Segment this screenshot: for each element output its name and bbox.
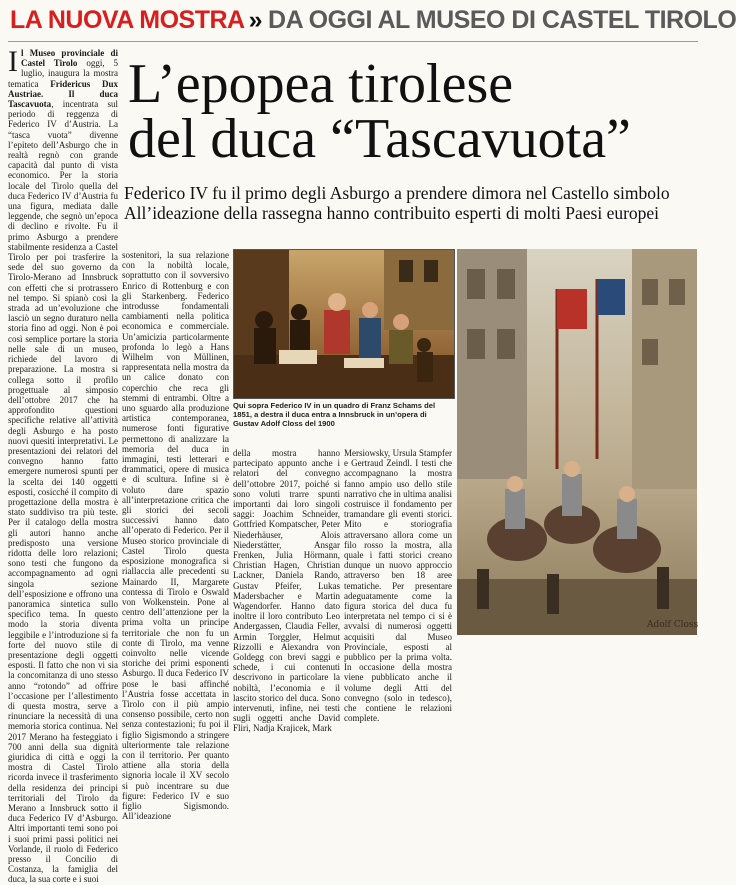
subsection-label: DA OGGI AL MUSEO DI CASTEL TIROLO (268, 5, 736, 34)
subheadline (124, 183, 700, 223)
lead-bold: l Museo provinciale di Castel Tirolo (21, 48, 118, 69)
column-1-text: , incentrata sul periodo di reggenza di Federico IV d’Austria. La “tasca vuota” divenne l’epiteto dell’Asburgo che in realtà regnò con grande capacità dal punto di vista economico. Per la storia locale del Tirolo quella del duca Federico IV d’Austria fu una figura, mediata dalle leggende, che segnò un’epoca di declino e rivolte. Fu il primo Asburgo a prendere stabilmente residenza a Castel Tirolo per poi trasferire la sede del suo governo da Tirolo-Merano ad Innsbruck con effetti che si protrassero nel tempo. Si spianò così la strada ad un’evoluzione che lasciò un segno duraturo nella storia fino ad oggi. Non è poi così semplice portare la storia nelle sale di un museo, richiede del lavoro di preparazione. La mostra si collega sotto il profilo progettuale al simposio dell’ottobre 2017 che ha approfondito questioni specifiche relative all’attività degli Asburgo e ha posto nuovi quesiti interpretativi. Le presentazioni dei relatori del convegno hanno fatto emergere numerosi spunti per la scelta dei 140 oggetti esposti, cosicché il compito di progettazione della mostra è stato suddiviso tra più teste. Per il catalogo della mostra gli autori hanno anche predisposto una versione ridotta delle loro relazioni; sono testi che fungono da accompagnamento ad ogni singola sezione dell’esposizione e offrono una panoramica sintetica sullo specifico tema. In questo modo la storia diventa leggibile e l’introduzione si fa forte del nuovo stile di presentazione degli oggetti esposti. Il fatto che non vi sia la concomitanza di uno stesso anno “rotondo” ad offrire l’occasione per l’allestimento di questa mostra, serve a rinunciare la necessità di una memoria storica continua. Nel 2017 Merano ha festeggiato i 700 anni della sua dignità giuridica di città e oggi la mostra di Castel Tirolo ricorda invece il trasferimento della residenza dei principi territoriali del Tirolo da Merano a Innsbruck sotto il duca Federico IV d’Asburgo. Altri importanti temi sono poi i suoi primi passi politici nei Vorlande, il ruolo di Federico presso il Concilio di Costanza, la famiglia del duca, la sua corte e i suoi (8, 99, 118, 885)
image-caption: Qui sopra Federico IV in un quadro di Franz Schams del 1851, a destra il duca entra a Innsbruck in un’opera di Gustav Adolf Closs del 1900 (233, 401, 436, 429)
chevron-right-icon: » (248, 5, 263, 34)
painting-schams (233, 249, 455, 399)
subheadline-line-1: Federico IV fu il primo degli Asburgo a prendere dimora nel Castello simbolo (124, 183, 670, 203)
section-label: LA NUOVA MOSTRA (10, 5, 245, 34)
article-column-1 (8, 45, 119, 885)
painting-closs (457, 249, 697, 635)
subheadline-line-2: All’ideazione della rassegna hanno contribuito esperti di molti Paesi europei (124, 203, 660, 223)
article-column-4: Mersiowsky, Ursula Stampfer e Gertraud Zeindl. I testi che accompagnano la mostra fanno ampio uso dello stile narrativo che in ultima analisi costruisce il fondamento per tramandare gli eventi storici. Mito e storiografia attraversano allora come un filo rosso la mostra, alla quale i fatti storici creano dunque un nuovo approccio attraverso ben 18 aree tematiche. Per presentare adeguatamente come la figura storica del duca fu interpretata nel tempo ci si è avvalsi di numerosi oggetti acquisiti dal Museo Provinciale, esposti al pubblico per la prima volta. In occasione della mostra viene pubblicato anche il volume degli Atti del convegno (solo in tedesco), che contiene le relazioni complete. (344, 448, 452, 724)
section-kicker (10, 2, 736, 38)
lead-bold-2: Fridericus Dux Austriae. Il duca Tascavuota (8, 78, 119, 110)
painting-signature: Adolf Closs (647, 620, 699, 630)
headline-line-2: del duca “Tascavuota” (128, 108, 631, 170)
article-column-3: della mostra hanno partecipato appunto anche i relatori del convegno dell’ottobre 2017, poiché si sono voluti trarre spunti importanti dai loro singoli saggi: Joachim Schneider, Gottfried Kompatscher, Peter Niederhäuser, Alois Niederstätter, Ansgar Frenken, Julia Hörmann, Christian Hagen, Christian Lackner, Daniela Rando, Gustav Pfeifer, Lukas Madersbacher e Martin Wagendorfer. Hanno dato inoltre il loro contributo Leo Andergassen, Claudia Feller, Armin Torggler, Helmut Rizzolli e Alexandra von Goldegg con brevi saggi e schede, i cui contenuti descrivono in particolare la nobiltà, l’economia e il lascito storico del duca. Sono intervenuti, infine, nei testi sugli oggetti anche David Fliri, Nadja Krajicek, Mark (233, 448, 340, 734)
header-divider (8, 41, 698, 42)
headline-line-1: L’epopea tirolese (128, 53, 514, 115)
lead-text: oggi, 5 luglio, inaugura la mostra tematica (8, 58, 118, 89)
drop-cap: I (8, 45, 18, 78)
article-column-2: sostenitori, la sua relazione con la nobiltà locale, soprattutto con il sovversivo Enrico di Rottenburg e con gli Starkenberg. Federico introdusse fondamentali cambiamenti nella politica economica e commerciale. Un’amicizia particolarmente profonda lo legò a Hans Wilhelm von Müllinen, rappresentata nella mostra da un calice donato con coperchio che reca gli stemmi di entrambi. Oltre a uno sguardo alla produzione artistica contemporanea, numerose fonti figurative permettono di analizzare la memoria del duca in immagini, testi letterari e drammatici, opere di musica e di scultura. Infine si è voluto dare spazio all’interpretazione critica che gli storici dei secoli successivi hanno dato all’operato di Federico. Per il Museo storico provinciale di Castel Tirolo questa esposizione monografica si riallaccia alle precedenti su Mainardo II, Margarete contessa di Tirolo e Oswald von Wolkenstein. Pone al centro dell’attenzione per la prima volta un principe territoriale che non fu un conte di Tirolo, ma venne coinvolto nelle vicende storiche dei primi esponenti Asburgo. Il duca Federico IV pose le basi affinché l’Austria fosse accettata in Tirolo con il più ampio consenso possibile, certo non senza contestazioni; fu poi il figlio Sigismondo a stringere ulteriormente tale relazione con il territorio. Per quanto attiene alla storia della signoria locale il XV secolo si può incentrare su due figure: Federico IV e suo figlio Sigismondo. All’ideazione (122, 250, 229, 822)
headline (128, 53, 698, 170)
